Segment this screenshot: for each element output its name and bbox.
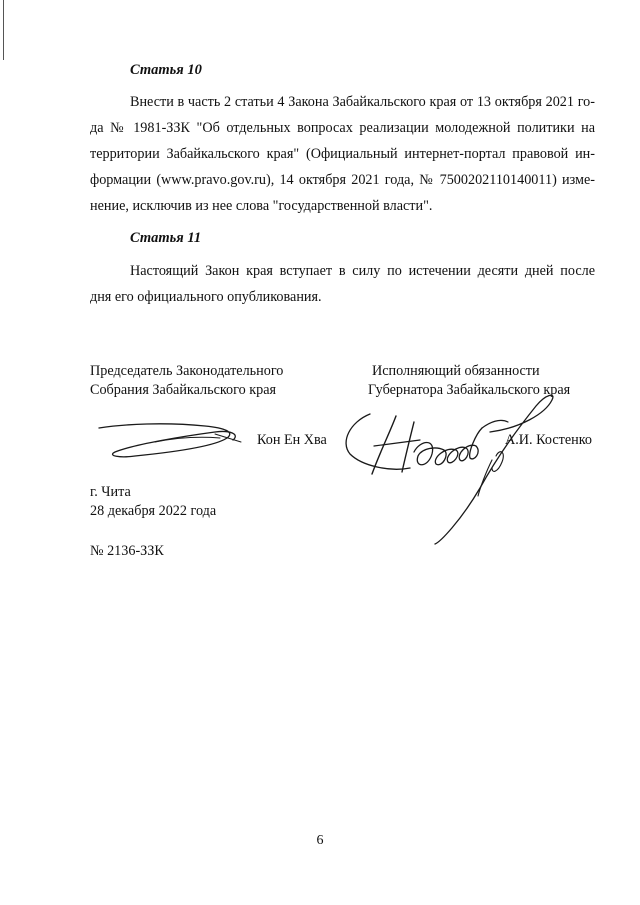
left-signatory-name: Кон Ен Хва [257,432,327,448]
article-11-heading: Статья 11 [130,230,202,246]
article-10-heading: Статья 10 [130,62,202,78]
right-signatory-title-1: Исполняющий обязанности [372,363,540,379]
article-10-line: да № 1981-ЗЗК "Об отдельных вопросах реализации молодежной политики на [90,120,595,136]
right-signatory-name: А.И. Костенко [505,432,592,448]
article-10-line: Внести в часть 2 статьи 4 Закона Забайкальского края от 13 октября 2021 го- [130,94,595,110]
left-signatory-title-2: Собрания Забайкальского края [90,382,277,398]
document-number: № 2136-ЗЗК [90,543,164,559]
article-11-text [90,258,595,310]
article-10-line: территории Забайкальского края" (Официальный интернет-портал правовой ин- [90,146,595,162]
left-signature-image [95,412,245,464]
right-signature-image [340,392,560,547]
scan-edge-line [3,0,4,60]
right-signatory-title-2: Губернатора Забайкальского края [368,382,571,398]
left-signatory-title-1: Председатель Законодательного [90,363,284,379]
document-place: г. Чита [90,484,131,500]
article-11-line: дня его официального опубликования. [90,289,322,305]
page-number: 6 [316,833,324,848]
article-10-line: нение, исключив из нее слова "государственной власти". [90,198,433,214]
article-10-text [90,89,595,219]
article-11-line: Настоящий Закон края вступает в силу по истечении десяти дней после [130,263,595,279]
document-date: 28 декабря 2022 года [90,503,217,519]
article-10-line: формации (www.pravo.gov.ru), 14 октября 2021 года, № 7500202110140011) изме- [90,172,595,188]
